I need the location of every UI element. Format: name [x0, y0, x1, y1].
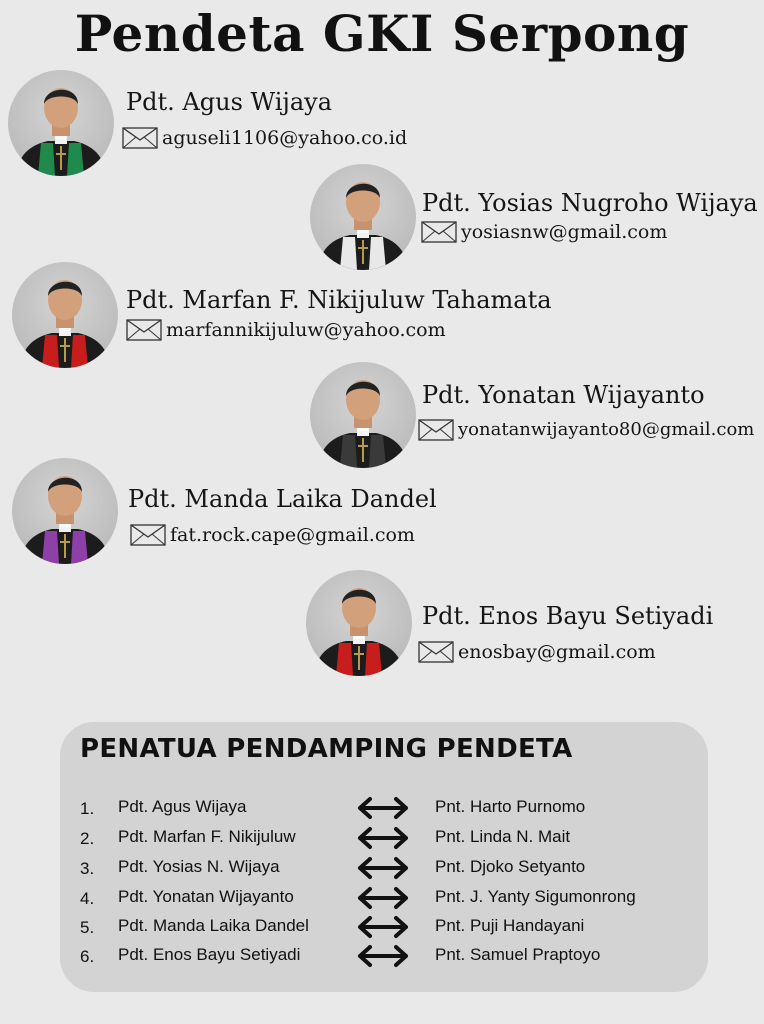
email-text: enosbay@gmail.com — [458, 641, 656, 663]
portrait-photo — [12, 262, 118, 368]
pastor-name: Pdt. Agus Wijaya — [126, 88, 333, 116]
email-text: fat.rock.cape@gmail.com — [170, 524, 415, 546]
pairing-row — [60, 855, 708, 885]
pastor-email[interactable] — [130, 523, 415, 547]
page-title: Pendeta GKI Serpong — [74, 4, 690, 63]
portrait-photo — [310, 164, 416, 270]
row-number: 3. — [80, 859, 95, 878]
elder-cell: Pnt. Harto Purnomo — [435, 797, 586, 816]
envelope-icon — [418, 641, 454, 663]
double-arrow-icon — [356, 943, 410, 969]
envelope-icon — [130, 524, 166, 546]
double-arrow-icon — [356, 795, 410, 821]
pastor-cell: Pdt. Yonatan Wijayanto — [118, 887, 294, 906]
double-arrow-icon — [356, 885, 410, 911]
pastor-cell: Pdt. Manda Laika Dandel — [118, 916, 309, 935]
pastor-cell: Pdt. Yosias N. Wijaya — [118, 857, 280, 876]
double-arrow-icon — [356, 914, 410, 940]
row-number: 2. — [80, 829, 95, 848]
pairing-row — [60, 914, 708, 944]
pastor-name: Pdt. Yonatan Wijayanto — [422, 381, 705, 409]
pairing-row — [60, 943, 708, 973]
email-text: marfannikijuluw@yahoo.com — [166, 319, 446, 341]
portrait-photo — [310, 362, 416, 468]
elder-cell: Pnt. Puji Handayani — [435, 916, 585, 935]
envelope-icon — [418, 419, 454, 441]
double-arrow-icon — [356, 825, 410, 851]
elder-cell: Pnt. J. Yanty Sigumonrong — [435, 887, 636, 906]
pastor-cell: Pdt. Enos Bayu Setiyadi — [118, 945, 301, 964]
envelope-icon — [126, 319, 162, 341]
pastor-name: Pdt. Marfan F. Nikijuluw Tahamata — [126, 286, 552, 314]
envelope-icon — [421, 221, 457, 243]
pastor-cell: Pdt. Agus Wijaya — [118, 797, 247, 816]
portrait-photo — [8, 70, 114, 176]
portrait-photo — [12, 458, 118, 564]
envelope-icon — [122, 127, 158, 149]
pastor-email[interactable] — [421, 220, 667, 244]
panel-title: PENATUA PENDAMPING PENDETA — [80, 734, 573, 764]
email-text: aguseli1106@yahoo.co.id — [162, 127, 408, 149]
pastor-name: Pdt. Enos Bayu Setiyadi — [422, 602, 714, 630]
pastor-email[interactable] — [126, 318, 446, 342]
email-text: yosiasnw@gmail.com — [461, 221, 668, 243]
elder-cell: Pnt. Linda N. Mait — [435, 827, 571, 846]
row-number: 4. — [80, 889, 95, 908]
pairing-row — [60, 885, 708, 915]
portrait-photo — [306, 570, 412, 676]
pastor-name: Pdt. Manda Laika Dandel — [128, 485, 437, 513]
pastor-email[interactable] — [418, 640, 656, 664]
row-number: 6. — [80, 947, 95, 966]
pastor-name: Pdt. Yosias Nugroho Wijaya — [422, 189, 758, 217]
pastor-cell: Pdt. Marfan F. Nikijuluw — [118, 827, 296, 846]
pastor-email[interactable] — [418, 418, 754, 442]
pairing-row — [60, 795, 708, 825]
row-number: 1. — [80, 799, 95, 818]
email-text: yonatanwijayanto80@gmail.com — [458, 419, 755, 440]
pastor-email[interactable] — [122, 126, 407, 150]
elder-panel — [60, 722, 708, 992]
pairing-row — [60, 825, 708, 855]
row-number: 5. — [80, 918, 95, 937]
double-arrow-icon — [356, 855, 410, 881]
elder-cell: Pnt. Djoko Setyanto — [435, 857, 586, 876]
elder-cell: Pnt. Samuel Praptoyo — [435, 945, 601, 964]
